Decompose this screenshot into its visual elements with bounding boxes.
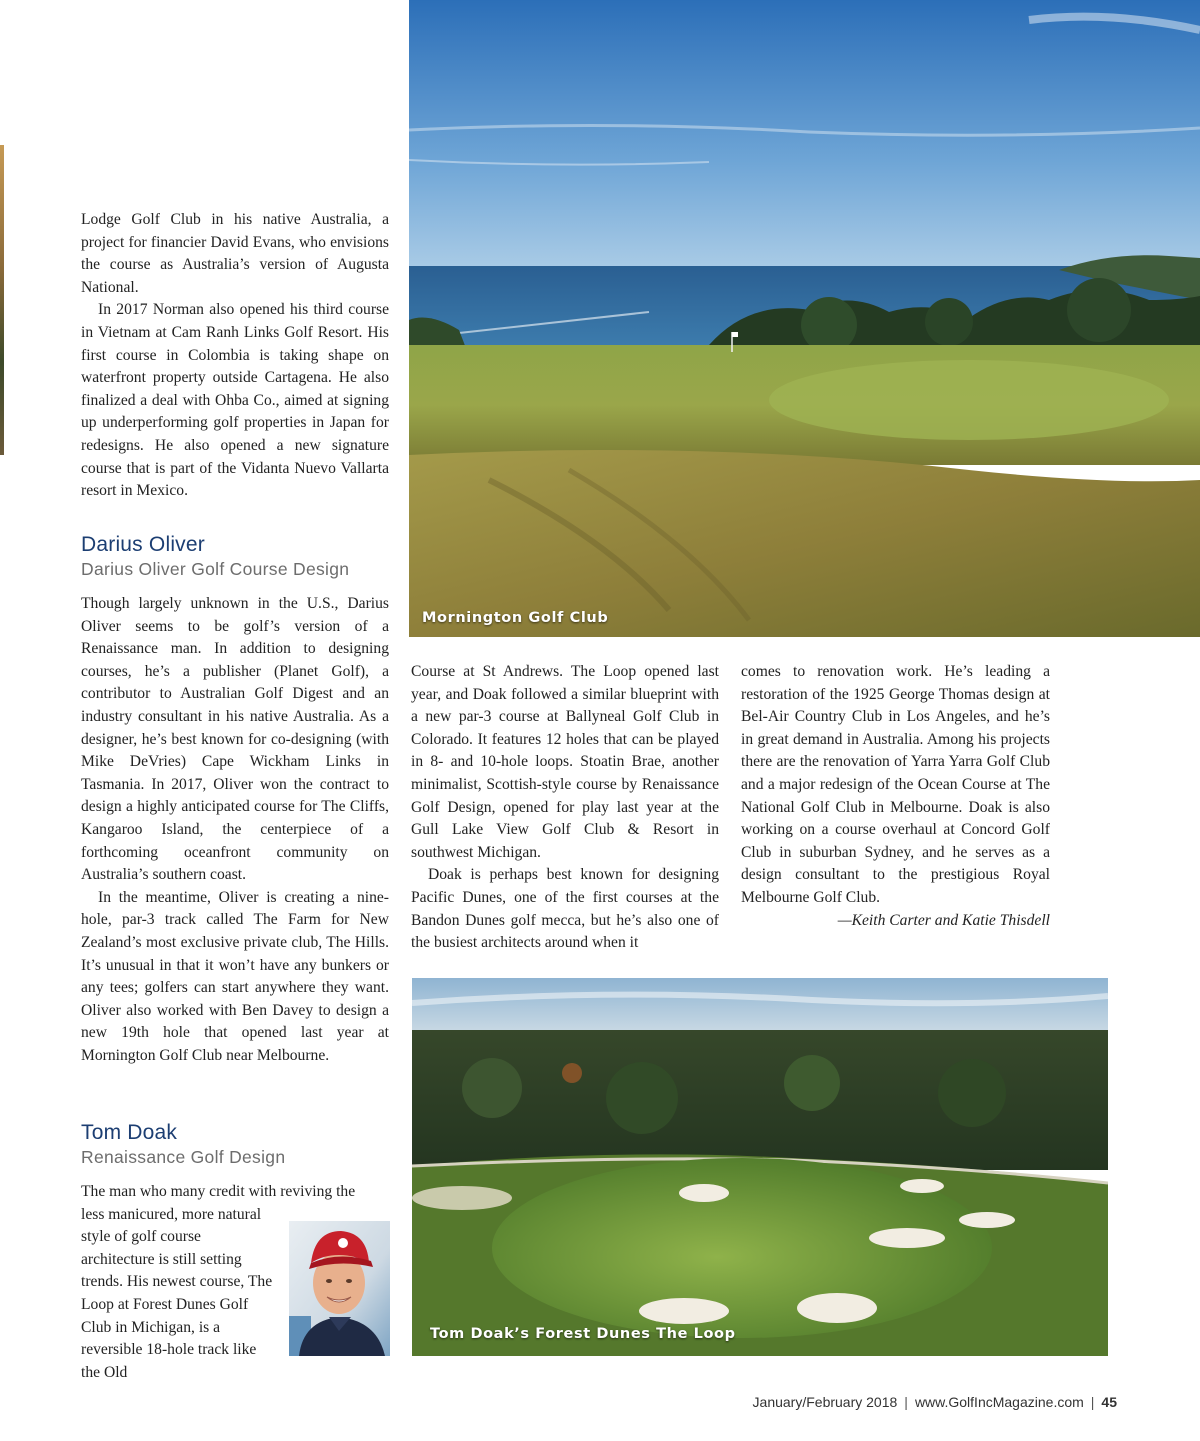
body-paragraph: In the meantime, Oliver is creating a nine-hole, par-3 track called The Farm for New Zealand’s most exclusive private club, The Hills. It’s unusual in that it won’t have any bunkers or any tees; golfers can start anywhere they want. Oliver also worked with Ben Davey to design a new 19th hole that opened last year at Mornington Golf Club near Melbourne.	[81, 888, 389, 1064]
body-paragraph: Doak is perhaps best known for designing Pacific Dunes, one of the first courses at the Bandon Dunes golf mecca, but he’s also one of the busiest architects around when it	[411, 866, 719, 952]
author-byline: —Keith Carter and Katie Thisdell	[837, 911, 1050, 929]
oliver-body	[81, 593, 389, 1067]
photo-caption: Tom Doak’s Forest Dunes The Loop	[430, 1326, 736, 1342]
page-footer	[753, 1394, 1117, 1410]
body-paragraph: Though largely unknown in the U.S., Darius Oliver seems to be golf’s version of a Renaissance man. In addition to designing courses, he’s a publisher (Planet Golf), a contributor to Australian Golf Digest and an industry consultant in his native Australia. As a designer, he’s best known for co-designing (with Mike DeVries) Cape Wickham Links in Tasmania. In 2017, Oliver won the contract to design a highly anticipated course for The Cliffs, Kangaroo Island, the centerpiece of a forthcoming oceanfront community on Australia’s southern coast.	[81, 595, 389, 884]
architect-name-heading: Tom Doak	[81, 1121, 178, 1144]
tom-doak-headshot-photo	[289, 1221, 390, 1356]
architect-firm-subheading: Renaissance Golf Design	[81, 1147, 286, 1167]
middle-column	[411, 661, 719, 955]
mornington-golf-club-photo	[409, 0, 1200, 637]
architect-firm-subheading: Darius Oliver Golf Course Design	[81, 559, 350, 579]
magazine-website-link[interactable]: www.GolfIncMagazine.com	[914, 1394, 1084, 1410]
body-paragraph: Lodge Golf Club in his native Australia, a project for financier David Evans, who envisions the course as Australia’s version of Augusta National.	[81, 211, 389, 296]
body-paragraph: comes to renovation work. He’s leading a restoration of the 1925 George Thomas design at Bel-Air Country Club in Los Angeles, and he’s in great demand in Australia. Among his projects there are the renovation of Yarra Yarra Golf Club and a major redesign of the Ocean Course at The National Golf Club in Melbourne. Doak is also working on a course overhaul at Concord Golf Club in suburban Sydney, and he serves as a design consultant to the prestigious Royal Melbourne Golf Club.	[741, 663, 1050, 906]
page-number: 45	[1101, 1394, 1117, 1410]
previous-page-edge-photo	[0, 145, 4, 455]
left-column-top	[81, 209, 389, 503]
architect-name-heading: Darius Oliver	[81, 533, 205, 556]
issue-date: January/February 2018	[752, 1394, 898, 1410]
body-paragraph-wrapped: less manicured, more natural style of golf course architecture is still setting trends. His newest course, The Loop at Forest Dunes Golf Club in Michigan, is a reversible 18-hole track like the Old	[81, 1205, 273, 1381]
photo-caption: Mornington Golf Club	[422, 610, 609, 626]
forest-dunes-the-loop-photo	[412, 978, 1108, 1356]
body-paragraph-lead: The man who many credit with reviving the	[81, 1183, 356, 1200]
footer-divider: |	[904, 1394, 908, 1410]
right-column	[741, 661, 1050, 932]
body-paragraph: Course at St Andrews. The Loop opened last year, and Doak followed a similar blueprint with a new par-3 course at Ballyneal Golf Club in Colorado. It features 12 holes that can be played in 8- and 10-hole loops. Stoatin Brae, another minimalist, Scottish-style course by Renaissance Golf Design, opened for play last year at the Gull Lake View Golf Club & Resort in southwest Michigan.	[411, 663, 719, 861]
body-paragraph: In 2017 Norman also opened his third course in Vietnam at Cam Ranh Links Golf Resort. His first course in Colombia is taking shape on waterfront property outside Cartagena. He also finalized a deal with Ohba Co., aimed at signing up underperforming golf properties in Japan for redesigns. He also opened a new signature course that is part of the Vidanta Nuevo Vallarta resort in Mexico.	[81, 301, 389, 500]
footer-divider: |	[1090, 1394, 1095, 1410]
